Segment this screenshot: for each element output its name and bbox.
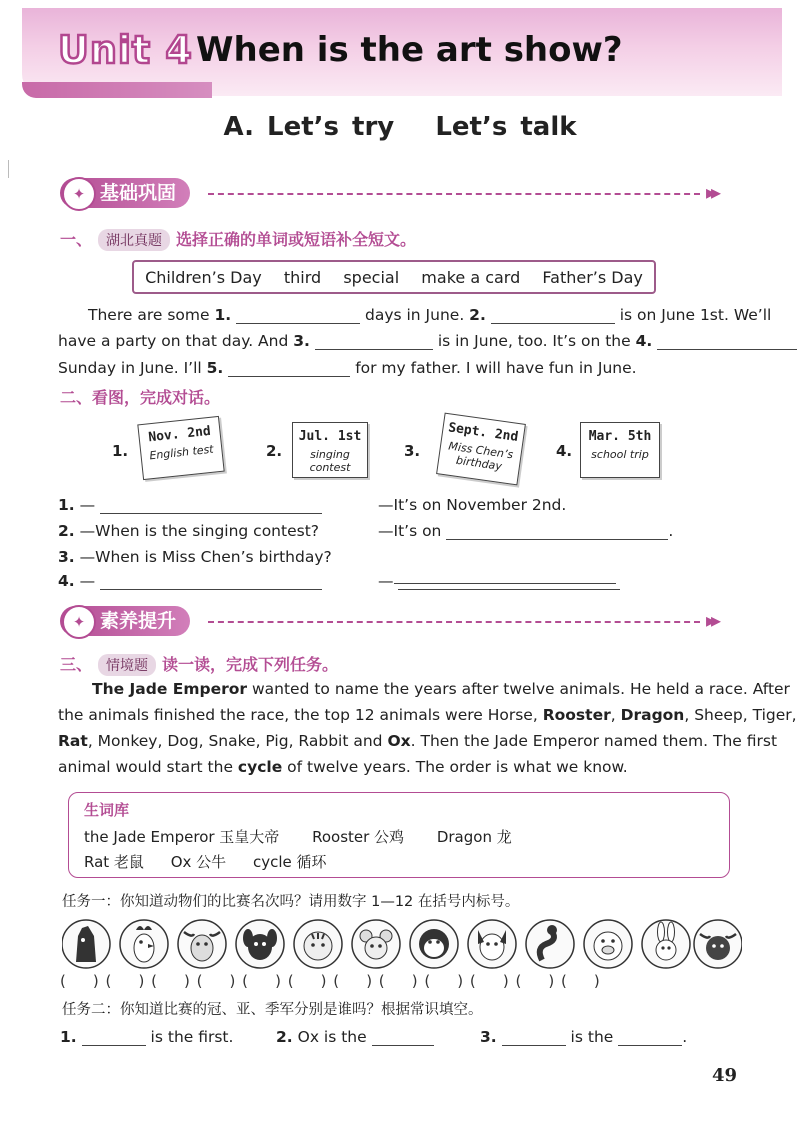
task-2-item-1: 1. is the first. [60,1028,234,1046]
answer-blank[interactable] [100,589,322,590]
answer-blank[interactable] [372,1045,434,1046]
monkey-icon [410,920,458,968]
dialog-row-2: 2. —When is the singing contest? [58,522,319,540]
card-event: Miss Chen’s birthday [447,439,514,474]
vocabulary-title: 生词库 [84,801,130,819]
word-bank [132,260,656,294]
lesson-part-try: A. Let’s try [223,112,395,142]
card-event: school trip [591,448,649,461]
card-number: 1. [112,442,129,460]
answer-blank[interactable] [502,1045,566,1046]
answer-blank[interactable] [100,513,322,514]
page-number: 49 [712,1065,738,1086]
card-date: Mar. 5th [588,429,652,444]
task-2-item-2: 2. Ox is the [276,1028,434,1046]
date-card [436,413,526,486]
story-line-3: Rat, Monkey, Dog, Snake, Pig, Rabbit and Ox. Then the Jade Emperor named them. The first [58,732,778,750]
section-pill [60,606,190,636]
unit-title: When is the art show? [196,30,623,70]
passage-line-2: have a party on that day. And 3. is in June, too. It’s on the 4. [58,332,797,350]
banner-edge [22,82,212,98]
task-2-item-3: 3. is the . [480,1028,688,1046]
snake-icon [526,920,574,968]
dialog-answer-2: —It’s on . [378,522,674,540]
margin-mark [8,160,9,178]
card-date: Sept. 2nd [447,420,520,445]
rooster-icon [120,920,168,968]
dialog-row-4: 4. — [58,572,322,590]
section-title: 素养提升 [100,610,177,632]
answer-blank[interactable] [236,323,360,324]
card-number: 2. [266,442,283,460]
horse-icon [62,920,110,968]
ox-icon [178,920,226,968]
task-1-instruction: 任务一：你知道动物们的比赛名次吗？请用数字 1—12 在括号内标号。 [62,894,520,910]
question-1-heading [60,227,416,251]
arrow-icon: ▸▸ [706,180,717,204]
question-number: 一、 [60,230,93,249]
answer-blank[interactable] [228,376,350,377]
lightbulb-icon: ✦ [62,177,96,211]
vocab-row-1: the Jade Emperor 玉皇大帝 Rooster 公鸡 Dragon 龙 [84,828,512,846]
story-line-2: the animals finished the race, the top 12 animals were Horse, Rooster, Dragon, Sheep, Tiger, [58,706,797,724]
dog-icon [236,920,284,968]
question-tag: 情境题 [98,654,156,676]
dog-icon [468,920,516,968]
answer-blank[interactable] [491,323,615,324]
passage-line-1: There are some 1. days in June. 2. is on June 1st. We’ll [88,306,772,324]
vocab-row-2: Rat 老鼠 Ox 公牛 cycle 循环 [84,853,327,871]
date-card [137,416,224,480]
card-event: English test [148,442,215,463]
ranking-parentheses[interactable]: ( ) ( ) ( ) ( ) ( ) ( ) ( ) ( ) ( ) ( ) ( ) ( ) [60,972,600,990]
section-header-basic [60,178,730,212]
word-bank-item: Father’s Day [542,267,643,287]
dialog-row-1: 1. — [58,496,322,514]
story-line-1: The Jade Emperor wanted to name the years after twelve animals. He held a race. After [92,680,790,698]
unit-label: Unit 4 [58,28,193,72]
card-date: Jul. 1st [298,429,362,444]
question-3-heading: 三、 情境题 读一读，完成下列任务。 [60,655,339,674]
animal-icons [62,918,742,970]
ox-icon [694,920,742,968]
task-2-instruction: 任务二：你知道比赛的冠、亚、季军分别是谁吗？根据常识填空。 [62,1002,483,1018]
answer-blank[interactable] [657,349,797,350]
passage-line-3: Sunday in June. I’ll 5. for my father. I will have fun in June. [58,359,637,377]
answer-blank[interactable] [82,1045,146,1046]
dashed-divider [208,193,700,195]
question-2-heading: 二、看图，完成对话。 [60,388,221,407]
rat-icon [352,920,400,968]
word-bank-item: Children’s Day [145,267,262,287]
pig-icon [584,920,632,968]
card-number: 4. [556,442,573,460]
dialog-answer-1: —It’s on November 2nd. [378,496,567,514]
lightbulb-icon: ✦ [62,605,96,639]
word-bank-item: special [343,267,400,287]
animal-row [62,918,742,970]
word-bank-item: third [283,267,322,287]
card-event: singing contest [309,448,351,474]
rabbit-icon [642,920,690,968]
arrow-icon: ▸▸ [706,608,717,632]
answer-blank[interactable] [446,539,668,540]
section-header-advanced [60,606,730,640]
section-pill [60,178,190,208]
lesson-part-talk: Let’s talk [435,112,577,142]
question-instruction: 选择正确的单词或短语补全短文。 [176,230,417,249]
tiger-icon [294,920,342,968]
answer-blank[interactable] [398,589,620,590]
card-number: 3. [404,442,421,460]
date-card [292,422,368,478]
section-title: 基础巩固 [100,182,177,204]
word-bank-item: make a card [421,267,521,287]
lesson-title [0,112,800,142]
dialog-row-3: 3. —When is Miss Chen’s birthday? [58,548,332,566]
story-line-4: animal would start the cycle of twelve years. The order is what we know. [58,758,628,776]
answer-blank[interactable] [315,349,433,350]
dialog-answer-4: — [378,572,620,590]
dashed-divider [208,621,700,623]
question-tag: 湖北真题 [98,229,170,251]
date-card [580,422,660,478]
card-date: Nov. 2nd [147,423,212,446]
answer-blank[interactable] [618,1045,682,1046]
